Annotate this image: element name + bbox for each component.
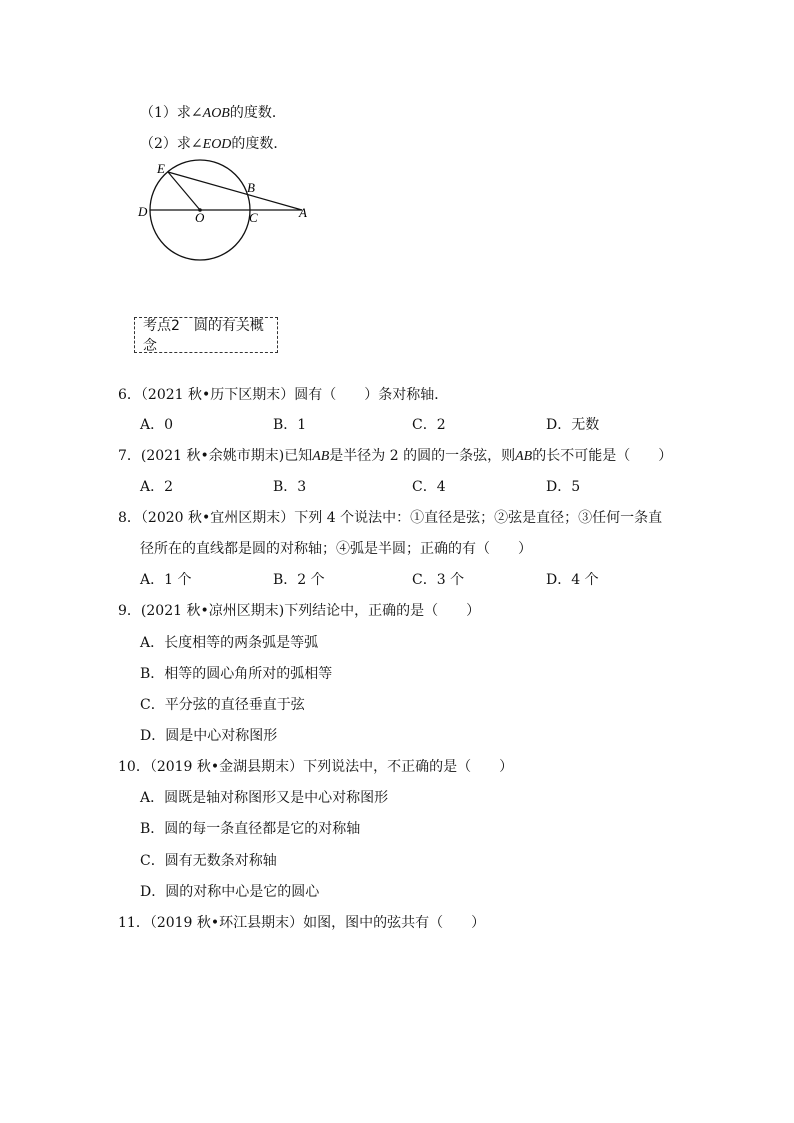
q8-option-b: B．2 个	[273, 572, 325, 588]
section-title: 考点2 圆的有关概念	[143, 318, 264, 354]
question-8: 8．（2020 秋•宜州区期末）下列 4 个说法中：①直径是弦；②弦是直径；③任何一条直	[118, 510, 663, 526]
question-9: 9．(2021 秋•凉州区期末)下列结论中，正确的是（ ）	[118, 603, 481, 619]
label-o: O	[195, 210, 205, 225]
q9-option-b: B．相等的圆心角所对的弧相等	[140, 666, 333, 682]
segment-eo	[168, 172, 200, 210]
q10-option-d: D．圆的对称中心是它的圆心	[140, 884, 320, 900]
question-6: 6．（2021 秋•历下区期末）圆有（ ）条对称轴．	[118, 387, 449, 403]
sub-question-1: （1）求∠AOB的度数．	[140, 105, 286, 121]
q9-option-d: D．圆是中心对称图形	[140, 728, 278, 744]
question-7: 7．(2021 秋•余姚市期末)已知AB是半径为 2 的圆的一条弦，则AB的长不可能是（ ）	[118, 448, 673, 464]
q8-option-d: D．4 个	[546, 572, 599, 588]
q10-option-c: C．圆有无数条对称轴	[140, 853, 277, 869]
label-c: C	[249, 210, 258, 225]
label-b: B	[247, 180, 255, 195]
question-8-line-2: 径所在的直线都是圆的对称轴；④弧是半圆；正确的有（ ）	[140, 541, 532, 557]
q6-option-c: C．2	[412, 417, 446, 433]
q8-option-c: C．3 个	[412, 572, 465, 588]
q6-option-a: A．0	[140, 417, 174, 433]
q7-option-c: C．4	[412, 479, 446, 495]
q8-option-a: A．1 个	[140, 572, 192, 588]
q10-option-a: A．圆既是轴对称图形又是中心对称图形	[140, 790, 389, 806]
label-a: A	[299, 205, 307, 220]
question-11: 11．（2019 秋•环江县期末）如图，图中的弦共有（ ）	[118, 915, 486, 931]
question-10: 10．（2019 秋•金湖县期末）下列说法中，不正确的是（ ）	[118, 759, 514, 775]
q7-option-d: D．5	[546, 479, 581, 495]
q6-option-d: D．无数	[546, 417, 600, 433]
label-e: E	[157, 161, 165, 176]
q6-option-b: B．1	[273, 417, 307, 433]
q7-option-b: B．3	[273, 479, 307, 495]
section-title-box	[134, 317, 278, 353]
q10-option-b: B．圆的每一条直径都是它的对称轴	[140, 821, 361, 837]
segment-ea	[168, 172, 302, 210]
q9-option-c: C．平分弦的直径垂直于弦	[140, 697, 305, 713]
q9-option-a: A．长度相等的两条弧是等弧	[140, 635, 319, 651]
label-d: D	[138, 204, 148, 219]
sub-question-2: （2）求∠EOD的度数．	[140, 136, 288, 152]
q7-option-a: A．2	[140, 479, 174, 495]
